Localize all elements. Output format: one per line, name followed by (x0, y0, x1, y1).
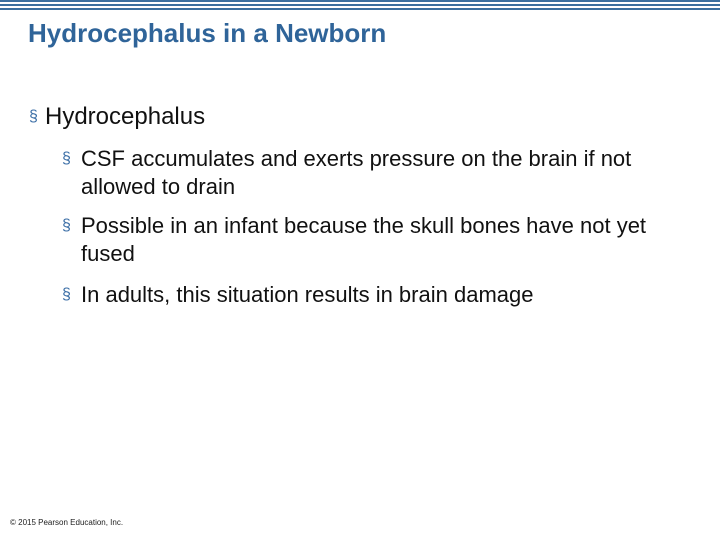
bullet-marker-icon: § (62, 150, 71, 167)
bullet-marker-icon: § (62, 217, 71, 234)
bullet-level1: Hydrocephalus (45, 103, 206, 130)
copyright-footer: © 2015 Pearson Education, Inc. (10, 518, 124, 527)
bullet-level2: In adults, this situation results in brain damage (81, 282, 534, 307)
bullet-level2: CSF accumulates and exerts pressure on the brain if not allowed to drain (81, 146, 632, 199)
bullet-marker-icon: § (29, 108, 38, 125)
bullet-marker-icon: § (62, 286, 71, 303)
bullet-level2: Possible in an infant because the skull bones have not yet fused (81, 213, 647, 266)
slide-title: Hydrocephalus in a Newborn (28, 18, 387, 48)
top-border-lines (0, 0, 720, 10)
